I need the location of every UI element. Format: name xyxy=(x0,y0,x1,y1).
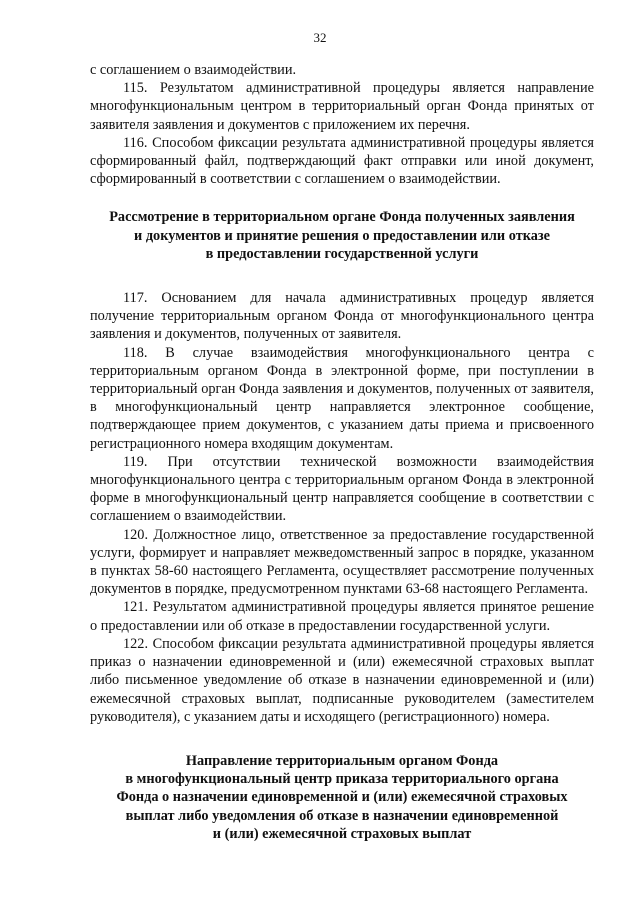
paragraph: 120. Должностное лицо, ответственное за предоставление государственной услуги, формирует и направляет межведомственный запрос в порядке, указанном в пунктах 58-60 настоящего Регламента, осуществляет рассмотрение полученных документов в порядке, предусмотренном пунктами 63-68 настоящего Регламента. xyxy=(90,526,594,598)
paragraph: 122. Способом фиксации результата административной процедуры является приказ о назначении единовременной и (или) ежемесячной страховых выплат либо письменное уведомление об отказе в назначении единовременной и (или) ежемесячной страховых выплат, подписанные руководителем (заместителем руководителя), с указанием даты и исходящего (регистрационного) номера. xyxy=(90,635,594,725)
heading-line: Фонда о назначении единовременной и (или) ежемесячной страховых xyxy=(116,789,568,806)
heading-line: и (или) ежемесячной страховых выплат xyxy=(212,825,472,842)
heading-line: выплат либо уведомления об отказе в назначении единовременной xyxy=(125,807,559,824)
paragraph: с соглашением о взаимодействии. xyxy=(90,62,297,78)
heading-line: и документов и принятие решения о предоставлении или отказе xyxy=(134,227,550,244)
heading-line: в многофункциональный центр приказа территориального органа xyxy=(125,771,559,788)
section-heading xyxy=(90,208,594,263)
paragraph: 121. Результатом административной процедуры является принятое решение о предоставлении или об отказе в предоставлении государственной услуги. xyxy=(90,599,594,634)
heading-line: Направление территориальным органом Фонда xyxy=(185,752,499,769)
heading-line: в предоставлении государственной услуги xyxy=(205,245,479,262)
paragraph: 115. Результатом административной процедуры является направление многофункциональным центром в территориальный орган Фонда принятых от заявителя заявления и документов с приложением их перечня. xyxy=(90,80,594,133)
paragraph: 118. В случае взаимодействия многофункционального центра с территориальным органом Фонда в электронной форме, при поступлении в территориальный орган Фонда заявления и документов, полученных от заявителя, в многофункциональный центр направляется электронное сообщение, подтверждающее прием документов, с указанием даты приема и присвоенного регистрационного номера входящим документам. xyxy=(90,344,594,452)
paragraph: 116. Способом фиксации результата административной процедуры является сформированный файл, подтверждающий факт отправки или иной документ, сформированный в соответствии с соглашением о взаимодействии. xyxy=(90,134,594,188)
paragraph-group-mid xyxy=(90,289,594,726)
paragraph-group-top xyxy=(90,61,594,188)
page-number: 32 xyxy=(313,30,327,45)
document-body xyxy=(90,61,594,843)
heading-line: Рассмотрение в территориальном органе Фонда полученных заявления xyxy=(109,209,575,226)
paragraph: 119. При отсутствии технической возможности взаимодействия многофункционального центра с территориальным органом Фонда в электронной форме в многофункциональный центр направляется сообщение в соответствии с соглашением о взаимодействии. xyxy=(90,453,594,525)
paragraph: 117. Основанием для начала административных процедур является получение территориальным органом Фонда от многофункционального центра заявления и документов, полученных от заявителя. xyxy=(90,290,594,343)
section-heading xyxy=(90,752,594,843)
